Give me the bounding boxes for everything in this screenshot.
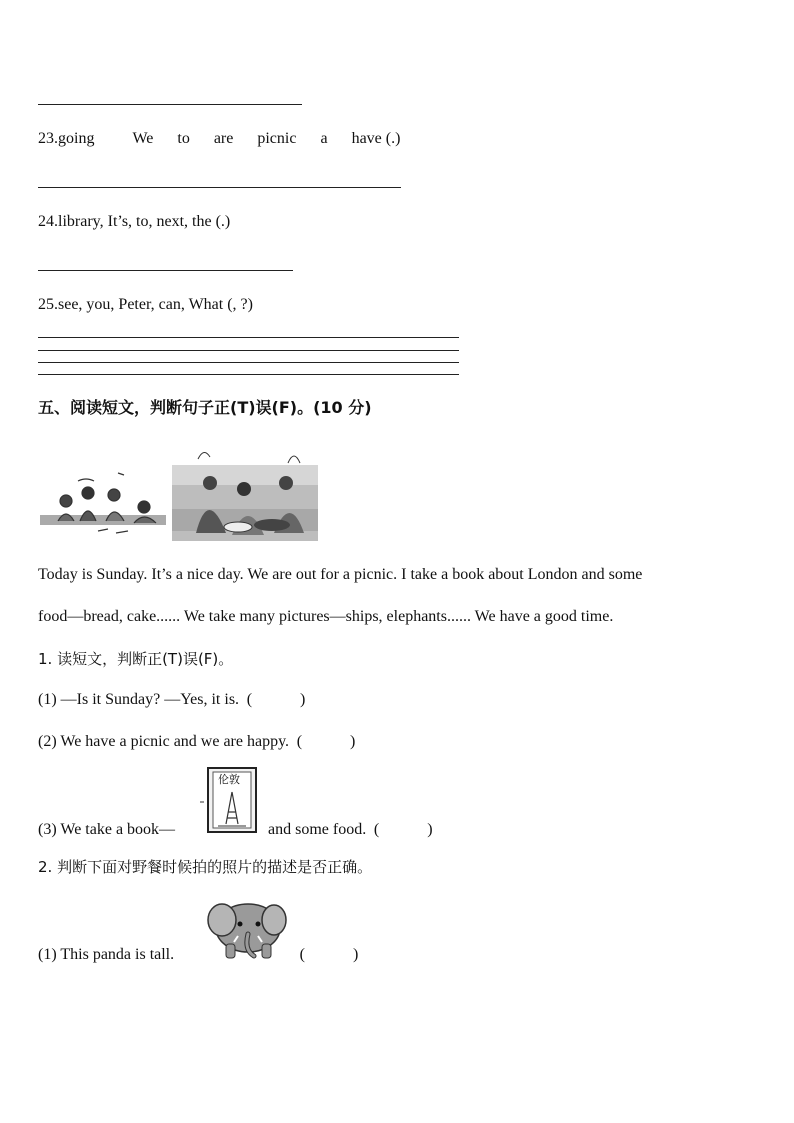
q23-word: are xyxy=(213,130,234,147)
part-2-item-1 xyxy=(38,945,174,965)
item-text: (1) —Is it Sunday? —Yes, it is. xyxy=(38,691,240,708)
item-text: (2) We have a picnic and we are happy. xyxy=(38,733,290,750)
passage-line-2: food—bread, cake...... We take many pictures—ships, elephants...... We have a good time. xyxy=(38,608,614,625)
answer-line-25b xyxy=(38,350,459,351)
answer-blank[interactable]: ( ) xyxy=(299,946,359,963)
picnic-illustration xyxy=(38,443,318,543)
q23-word: We xyxy=(132,130,154,147)
answer-blank[interactable]: ( ) xyxy=(246,691,306,708)
answer-line-25d xyxy=(38,374,459,375)
answer-line-25c xyxy=(38,362,459,363)
picnic-scene-right-icon xyxy=(172,452,318,541)
answer-blank[interactable]: ( ) xyxy=(373,821,433,838)
question-25: 25.see, you, Peter, can, What (, ?) xyxy=(38,296,253,313)
q23-word: have (.) xyxy=(351,130,401,147)
q23-word: picnic xyxy=(257,130,297,147)
answer-line-22 xyxy=(38,104,302,105)
part-1-item-1 xyxy=(38,690,309,710)
question-23 xyxy=(38,129,400,149)
book-london-image xyxy=(200,766,260,836)
section-5-heading: 五、阅读短文，判断句子正(T)误(F)。(10 分) xyxy=(38,398,372,417)
part-1-item-3 xyxy=(38,820,175,840)
part-2-item-1-blank[interactable] xyxy=(296,945,362,965)
item-text: (1) This panda is tall. xyxy=(38,946,175,963)
part-1-item-2 xyxy=(38,732,359,752)
part-1-instruction: 1. 读短文，判断正(T)误(F)。 xyxy=(38,650,234,668)
part-2-instruction: 2. 判断下面对野餐时候拍的照片的描述是否正确。 xyxy=(38,858,373,876)
answer-line-25a xyxy=(38,337,459,338)
item-text-after: and some food. xyxy=(268,821,367,838)
elephant-image xyxy=(204,890,288,962)
q23-number-word: 23.going xyxy=(38,130,95,147)
part-1-item-3-tail xyxy=(268,820,436,840)
question-24: 24.library, It’s, to, next, the (.) xyxy=(38,213,231,230)
answer-line-23 xyxy=(38,187,401,188)
answer-line-24 xyxy=(38,270,293,271)
item-text-before: (3) We take a book— xyxy=(38,821,176,838)
answer-blank[interactable]: ( ) xyxy=(296,733,356,750)
passage-line-1: Today is Sunday. It’s a nice day. We are out for a picnic. I take a book about London and some xyxy=(38,566,643,583)
q23-word: to xyxy=(177,130,190,147)
book-title: 伦敦 xyxy=(218,773,240,786)
q23-word: a xyxy=(320,130,328,147)
picnic-scene-left-icon xyxy=(40,473,166,533)
